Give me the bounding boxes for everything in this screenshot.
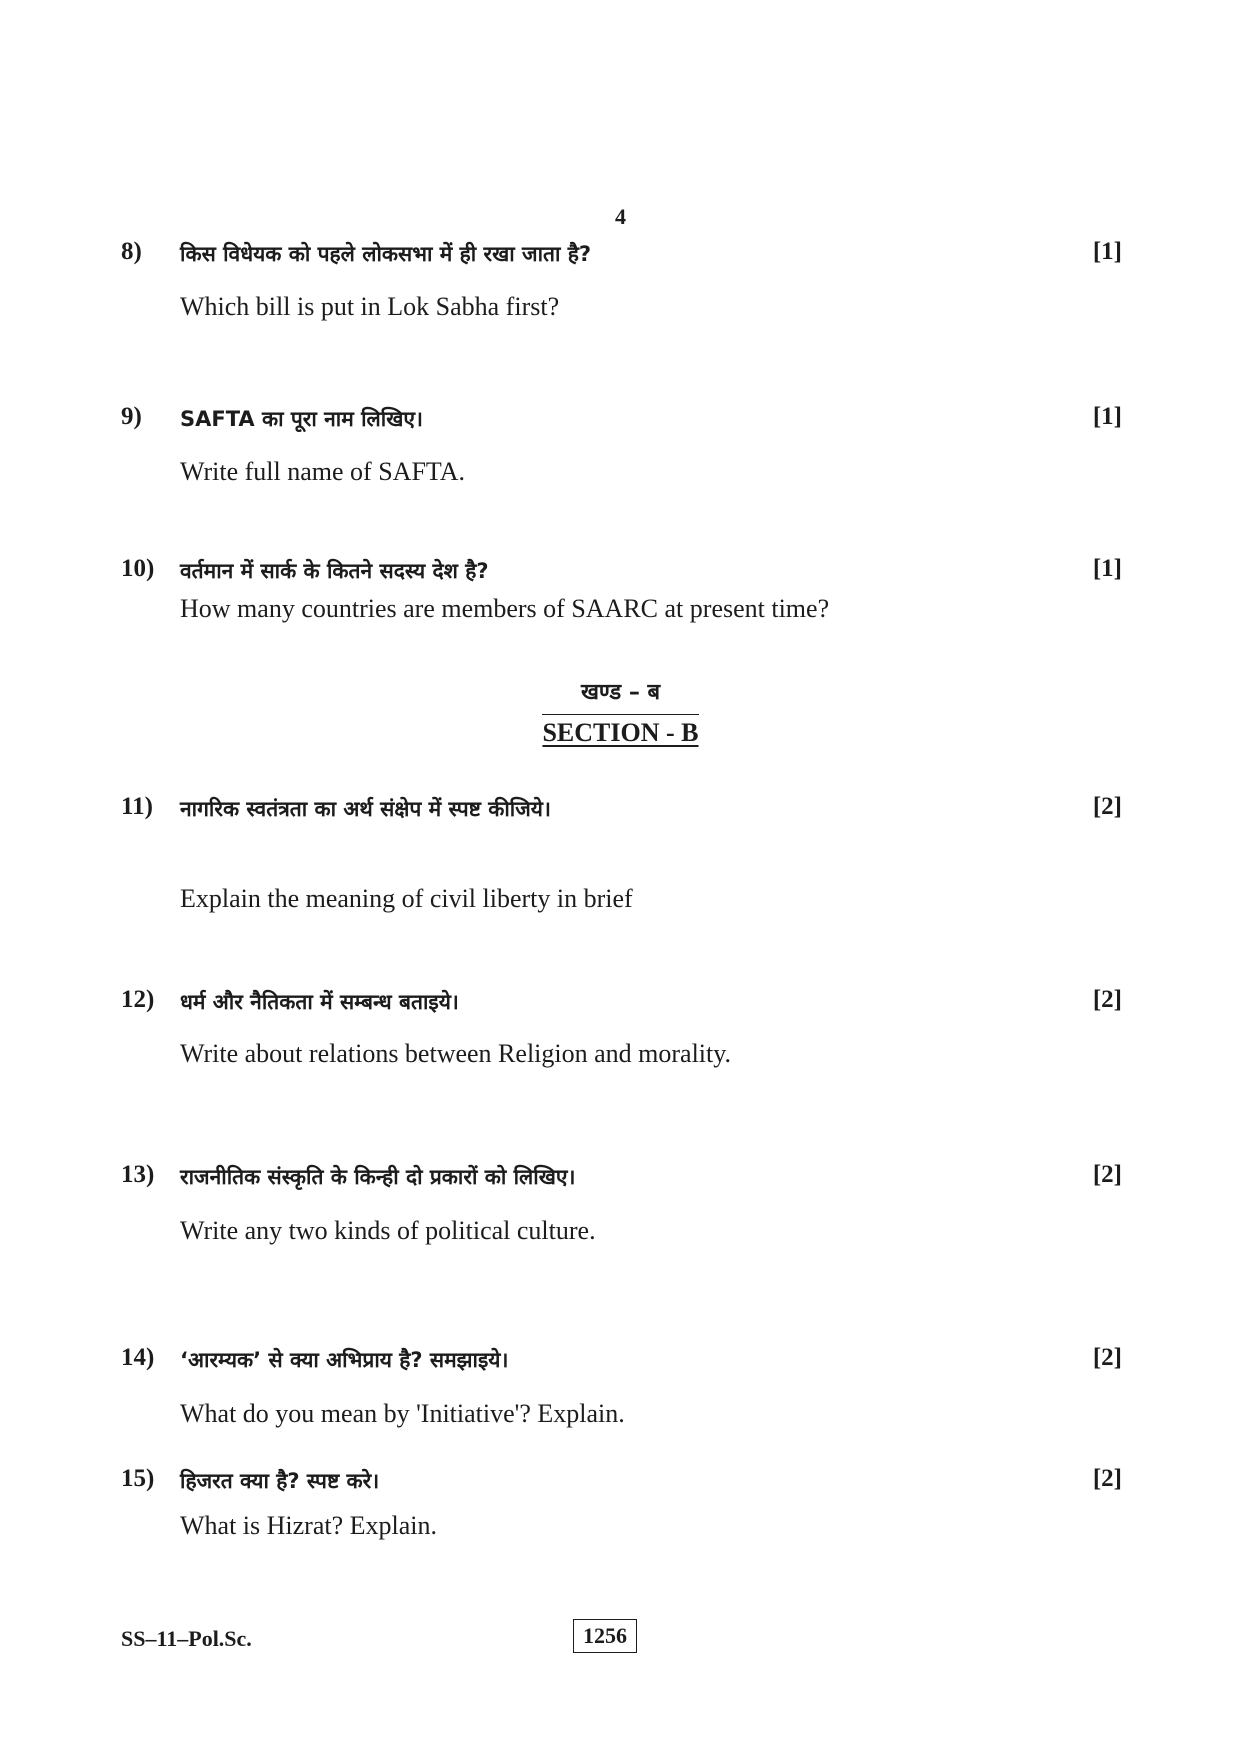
question-number: 11) — [121, 793, 153, 820]
question-number: 8) — [121, 238, 142, 265]
question-text-hindi: वर्तमान में सार्क के कितने सदस्य देश है? — [180, 559, 489, 583]
question-marks: [1] — [1092, 238, 1122, 265]
question-text-hindi: राजनीतिक संस्कृति के किन्ही दो प्रकारों को लिखिए। — [180, 1165, 576, 1189]
question-number: 9) — [121, 403, 142, 430]
page-number: 4 — [615, 204, 626, 229]
question-text-hindi: ‘आरम्यक’ से क्या अभिप्राय है? समझाइये। — [180, 1348, 509, 1372]
question-text-english: Write full name of SAFTA. — [180, 457, 465, 486]
question-number: 14) — [121, 1344, 155, 1371]
question-text-hindi: किस विधेयक को पहले लोकसभा में ही रखा जाता है? — [180, 242, 592, 266]
question-marks: [2] — [1092, 1161, 1122, 1188]
question-text-english: Which bill is put in Lok Sabha first? — [180, 292, 560, 321]
question-marks: [2] — [1092, 1344, 1122, 1371]
section-title-english-text: SECTION - B — [542, 714, 698, 747]
question-text-hindi: SAFTA का पूरा नाम लिखिए। — [180, 407, 423, 431]
question-text-english: What do you mean by 'Initiative'? Explain. — [180, 1399, 625, 1428]
section-title-hindi: खण्ड – ब — [580, 680, 661, 705]
section-title-english — [0, 718, 1241, 748]
question-text-english: How many countries are members of SAARC at present time? — [180, 594, 830, 623]
question-text-english: What is Hizrat? Explain. — [180, 1511, 438, 1540]
question-number: 15) — [121, 1465, 155, 1492]
question-marks: [2] — [1092, 1465, 1122, 1492]
footer-paper-number: 1256 — [573, 1619, 637, 1653]
question-number: 13) — [121, 1161, 155, 1188]
question-text-english: Write any two kinds of political culture. — [180, 1216, 596, 1245]
question-text-english: Explain the meaning of civil liberty in brief — [180, 884, 633, 913]
footer-subject-code: SS–11–Pol.Sc. — [121, 1626, 252, 1651]
question-text-hindi: हिजरत क्या है? स्पष्ट करे। — [180, 1469, 380, 1493]
question-number: 12) — [121, 986, 155, 1013]
question-number: 10) — [121, 555, 155, 582]
question-marks: [1] — [1092, 403, 1122, 430]
question-text-hindi: नागरिक स्वतंत्रता का अर्थ संक्षेप में स्पष्ट कीजिये। — [180, 797, 551, 821]
question-marks: [1] — [1092, 555, 1122, 582]
question-text-english: Write about relations between Religion and morality. — [180, 1039, 732, 1068]
question-marks: [2] — [1092, 986, 1122, 1013]
question-marks: [2] — [1092, 793, 1122, 820]
question-text-hindi: धर्म और नैतिकता में सम्बन्ध बताइये। — [180, 990, 459, 1014]
